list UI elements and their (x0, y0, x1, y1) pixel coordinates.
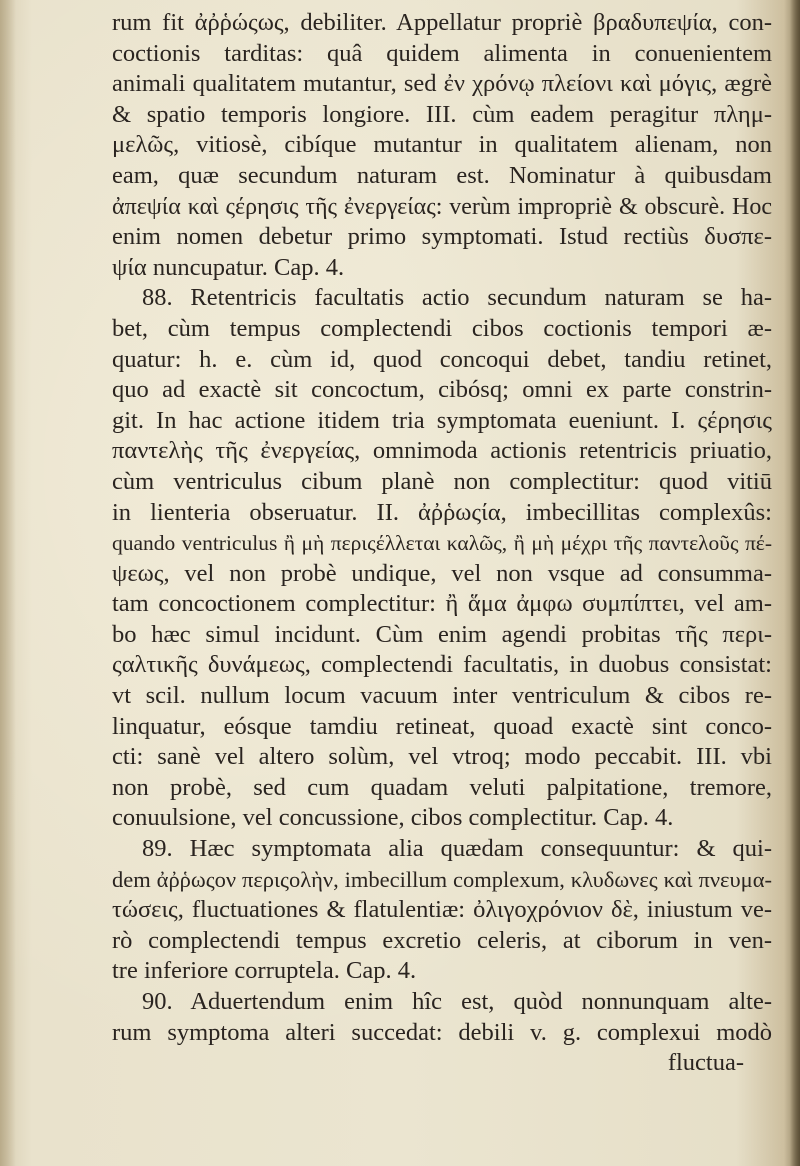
text-line: rum fit ἀῤῥώςως, debiliter. Appellatur propriè βραδυπεψία, con- (112, 9, 772, 36)
text-line: non probè, sed cum quadam veluti palpitatione, tremore, (112, 773, 772, 801)
text-line: linquatur, eósque tamdiu retineat, quoad exactè sint conco- (112, 712, 772, 740)
text-line: ἀπεψία καὶ ςέρησις τῆς ἐνεργείας: verùm impropriè & obscurè. Hoc (112, 193, 772, 220)
catchword: fluctua- (667, 1049, 744, 1077)
text-line: quo ad exactè sit concoctum, cibósq; omni ex parte constrin- (112, 376, 772, 404)
text-line: bet, cùm tempus complectendi cibos coctionis tempori æ- (112, 314, 772, 342)
text-line: quando ventriculus ἢ μὴ περιςέλλεται καλῶς, ἢ μὴ μέχρι τῆς παντελοῦς πέ- (112, 531, 772, 556)
text-line: conuulsione, vel concussione, cibos complectitur. Cap. 4. (112, 804, 674, 832)
text-line: coctionis tarditas: quâ quidem alimenta in conuenientem (112, 39, 772, 67)
text-line: & spatio temporis longiore. III. cùm eadem peragitur πλημ- (112, 100, 772, 128)
page-text (112, 8, 772, 1079)
text-line: rum symptoma alteri succedat: debili v. g. complexui modò (112, 1018, 772, 1046)
text-line: vt scil. nullum locum vacuum inter ventriculum & cibos re- (112, 682, 772, 710)
text-line: rò complectendi tempus excretio celeris, at ciborum in ven- (112, 926, 772, 954)
text-line: animali qualitatem mutantur, sed ἐν χρόνῳ πλείονι καὶ μόγις, ægrè (112, 70, 772, 98)
text-line: in lienteria obseruatur. II. ἀῤῥωςία, imbecillitas complexûs: (112, 498, 772, 526)
text-line: tre inferiore corruptela. Cap. 4. (112, 957, 417, 985)
paragraph-89-start: 89. Hæc symptomata alia quædam consequuntur: & qui- (142, 835, 772, 863)
text-line: μελῶς, vitiosè, cibíque mutantur in qualitatem alienam, non (112, 131, 772, 159)
text-line: τώσεις, fluctuationes & flatulentiæ: ὀλιγοχρόνιον δὲ, iniustum ve- (112, 896, 772, 924)
text-line: eam, quæ secundum naturam est. Nominatur à quibusdam (112, 161, 772, 189)
page-gutter-shadow (0, 0, 16, 1166)
text-line: bo hæc simul incidunt. Cùm enim agendi probitas τῆς περι- (112, 620, 772, 648)
text-line: ψεως, vel non probè undique, vel non vsque ad consumma- (112, 559, 772, 587)
text-line: cti: sanè vel altero solùm, vel vtroq; modo peccabit. III. vbi (112, 743, 772, 771)
paragraph-88-start: 88. Retentricis facultatis actio secundum naturam se ha- (142, 284, 772, 312)
text-line: ςαλτικῆς δυνάμεως, complectendi facultatis, in duobus consistat: (112, 651, 772, 679)
text-line: dem ἀῤῥωςον περιςολὴν, imbecillum complexum, κλυδωνες καὶ πνευμα- (112, 866, 772, 892)
text-line: quatur: h. e. cùm id, quod concoqui debet, tandiu retinet, (112, 345, 772, 373)
paragraph-90-start: 90. Aduertendum enim hîc est, quòd nonnunquam alte- (142, 988, 772, 1015)
page-edge-shadow (790, 0, 800, 1166)
text-line: cùm ventriculus cibum planè non complectitur: quod vitiū (112, 467, 772, 495)
text-line: παντελὴς τῆς ἐνεργείας, omnimoda actionis retentricis priuatio, (112, 437, 772, 465)
text-line: ψία nuncupatur. Cap. 4. (112, 253, 345, 281)
text-line: enim nomen debetur primo symptomati. Istud rectiùs δυσπε- (112, 223, 772, 251)
text-line: git. In hac actione itidem tria symptomata eueniunt. I. ςέρησις (112, 406, 772, 434)
text-line: tam concoctionem complectitur: ἢ ἅμα ἀμφω συμπίπτει, vel am- (112, 590, 772, 618)
